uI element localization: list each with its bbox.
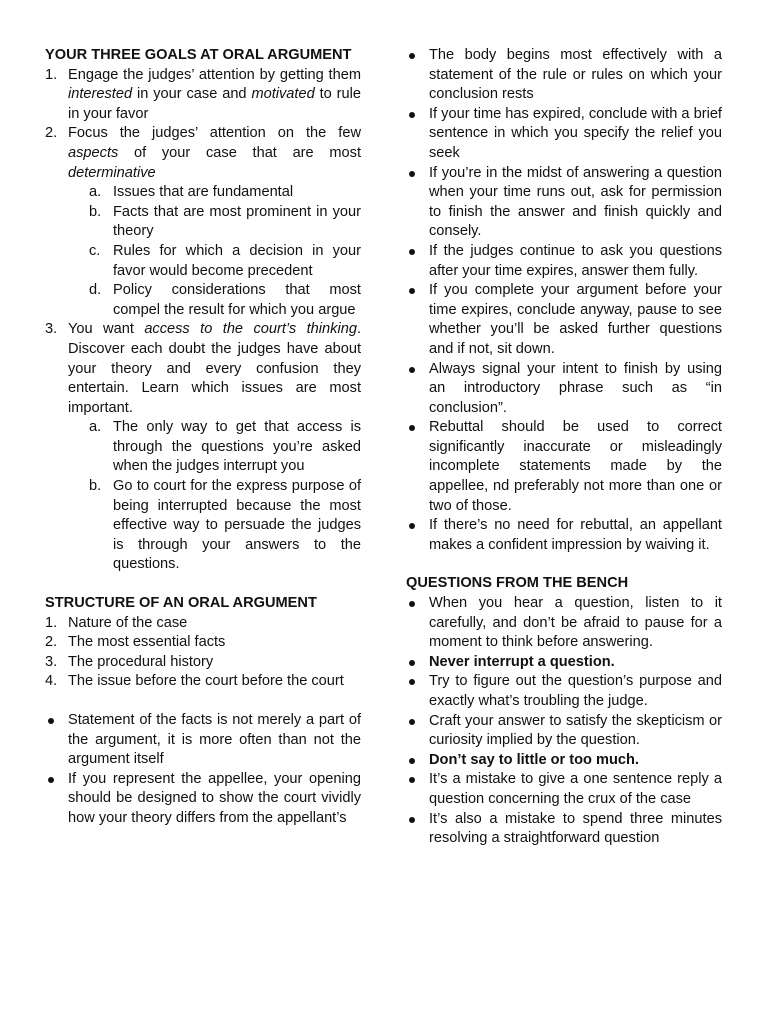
goals-list <box>45 66 361 575</box>
structure-item <box>45 653 361 673</box>
sublist-letter: b. <box>89 478 102 495</box>
sublist-text: Go to court for the express purpose of being interrupted because the most effective way to persuade the judges is through your answers to the questions. <box>113 478 361 573</box>
bullet-icon <box>409 112 415 118</box>
sublist-letter: a. <box>89 419 102 436</box>
goal-text: . Discover each doubt the judges have about your theory and every confusion they entertain. Learn which issues are most important. <box>68 321 361 416</box>
bullet-item <box>406 242 722 281</box>
goal-2-sublist <box>45 183 361 320</box>
left-column <box>45 46 361 829</box>
sublist-letter: d. <box>89 282 102 299</box>
list-number: 2. <box>45 634 58 651</box>
goal-text: of your case that are most <box>118 144 361 161</box>
structure-heading: STRUCTURE OF AN ORAL ARGUMENT <box>45 595 317 612</box>
spacer <box>45 575 361 594</box>
sublist-text: Rules for which a decision in your favor would become precedent <box>113 242 361 279</box>
bullet-icon <box>409 719 415 725</box>
structure-bullets <box>45 711 361 829</box>
structure-list <box>45 614 361 692</box>
goal-text: in your case and <box>132 86 252 103</box>
goal-emphasis: determinative <box>68 164 156 181</box>
bullet-icon <box>409 523 415 529</box>
bullet-item <box>406 751 722 771</box>
goal-text: You want <box>68 321 145 338</box>
right-column <box>406 46 722 849</box>
bullet-text: If you complete your argument before your time expires, conclude anyway, pause to see whether you’ll be asked further questions and if not, sit down. <box>429 282 722 357</box>
bullet-icon <box>409 367 415 373</box>
bullet-item <box>45 770 361 829</box>
bullet-text: If there’s no need for rebuttal, an appellant makes a confident impression by waiving it. <box>429 517 722 553</box>
bullet-text: It’s also a mistake to spend three minutes resolving a straightforward question <box>429 810 722 847</box>
bullet-icon <box>409 171 415 177</box>
bullet-text: If you represent the appellee, your opening should be designed to show the court vividly how your theory differs from the appellant’s <box>68 770 361 826</box>
bullet-text: If you’re in the midst of answering a question when your time runs out, ask for permission to finish the answer and finish quickly and consely. <box>429 164 722 240</box>
bullet-text: Try to figure out the question’s purpose and exactly what’s troubling the judge. <box>429 673 722 709</box>
sublist-item <box>45 418 361 477</box>
sublist-text: The only way to get that access is through the questions you’re asked when the judges interrupt you <box>113 419 361 475</box>
structure-text: Nature of the case <box>68 614 188 631</box>
bullet-item <box>406 712 722 751</box>
bullet-icon <box>409 249 415 255</box>
sublist-item <box>45 477 361 575</box>
bullet-item <box>406 672 722 711</box>
bullet-text: If the judges continue to ask you questions after your time expires, answer them fully. <box>429 242 722 279</box>
goal-item-3 <box>45 320 361 418</box>
bullet-item <box>406 770 722 809</box>
bullet-item <box>406 418 722 516</box>
bullet-text-bold: Don’t say to little or too much. <box>429 751 639 768</box>
bullet-item <box>406 653 722 673</box>
structure-text: The issue before the court before the court <box>68 673 344 690</box>
bullet-item <box>406 516 722 555</box>
bullet-icon <box>48 777 54 783</box>
bullet-icon <box>409 53 415 59</box>
sublist-text: Issues that are fundamental <box>113 184 294 201</box>
bullet-item <box>406 164 722 242</box>
structure-item <box>45 633 361 653</box>
list-number: 2. <box>45 125 58 142</box>
goal-text: Engage the judges’ attention by getting them <box>68 66 361 83</box>
list-number: 3. <box>45 321 58 338</box>
goal-emphasis: motivated <box>251 86 315 103</box>
goal-emphasis: access to the court’s thinking <box>144 321 357 338</box>
questions-bullets <box>406 594 722 849</box>
bullet-text: It’s a mistake to give a one sentence reply a question concerning the crux of the case <box>429 771 722 807</box>
bullet-text: Craft your answer to satisfy the skepticism or curiosity implied by the question. <box>429 712 722 749</box>
structure-item <box>45 672 361 692</box>
bullet-text: Always signal your intent to finish by using an introductory phrase such as “in conclusion”. <box>429 360 722 416</box>
goals-heading: YOUR THREE GOALS AT ORAL ARGUMENT <box>45 47 352 63</box>
questions-heading: QUESTIONS FROM THE BENCH <box>406 575 629 592</box>
sublist-item <box>45 183 361 203</box>
sublist-letter: a. <box>89 184 102 201</box>
bullet-text: When you hear a question, listen to it carefully, and don’t be afraid to pause for a moment to think before answering. <box>429 595 722 651</box>
bullet-item <box>406 46 722 105</box>
sublist-text: Policy considerations that most compel the result for which you argue <box>113 282 361 318</box>
bullet-item <box>406 594 722 653</box>
sublist-item <box>45 203 361 242</box>
bullet-item <box>45 711 361 770</box>
sublist-letter: b. <box>89 203 102 220</box>
sublist-letter: c. <box>89 242 101 259</box>
goal-3-sublist <box>45 418 361 575</box>
list-number: 3. <box>45 653 58 670</box>
list-number: 4. <box>45 673 58 690</box>
sublist-item <box>45 242 361 281</box>
list-number: 1. <box>45 66 58 83</box>
bullet-icon <box>48 718 54 724</box>
bullet-text: Rebuttal should be used to correct significantly inaccurate or misleadingly incomplete statements made by the appellee, nd preferably not more than one or two of those. <box>429 419 722 514</box>
bullet-text-bold: Never interrupt a question. <box>429 653 615 670</box>
sublist-item <box>45 281 361 320</box>
bullet-icon <box>409 601 415 607</box>
bullet-item <box>406 105 722 164</box>
goal-emphasis: interested <box>68 86 133 103</box>
goal-text: Focus the judges’ attention on the few <box>68 125 361 142</box>
spacer <box>406 555 722 574</box>
bullet-icon <box>409 288 415 294</box>
goal-text: to rule in your favor <box>68 86 361 122</box>
bullet-text: The body begins most effectively with a statement of the rule or rules on which your conclusion rests <box>429 47 722 103</box>
list-number: 1. <box>45 614 58 631</box>
structure-item <box>45 614 361 634</box>
goal-item-1 <box>45 66 361 125</box>
structure-text: The procedural history <box>68 653 214 670</box>
bullet-icon <box>409 817 415 823</box>
bullet-item <box>406 810 722 849</box>
bullet-icon <box>409 758 415 764</box>
bullet-text: Statement of the facts is not merely a part of the argument, it is more often than not the argument itself <box>68 712 361 768</box>
goal-emphasis: aspects <box>68 144 119 161</box>
bullet-item <box>406 360 722 419</box>
bullet-item <box>406 281 722 359</box>
closing-bullets <box>406 46 722 555</box>
bullet-icon <box>409 679 415 685</box>
sublist-text: Facts that are most prominent in your theory <box>113 203 361 240</box>
goal-item-2 <box>45 124 361 183</box>
bullet-icon <box>409 660 415 666</box>
bullet-icon <box>409 777 415 783</box>
bullet-text: If your time has expired, conclude with a brief sentence in which you specify the relief you seek <box>429 105 722 161</box>
structure-text: The most essential facts <box>68 634 226 651</box>
bullet-icon <box>409 425 415 431</box>
spacer <box>45 692 361 711</box>
